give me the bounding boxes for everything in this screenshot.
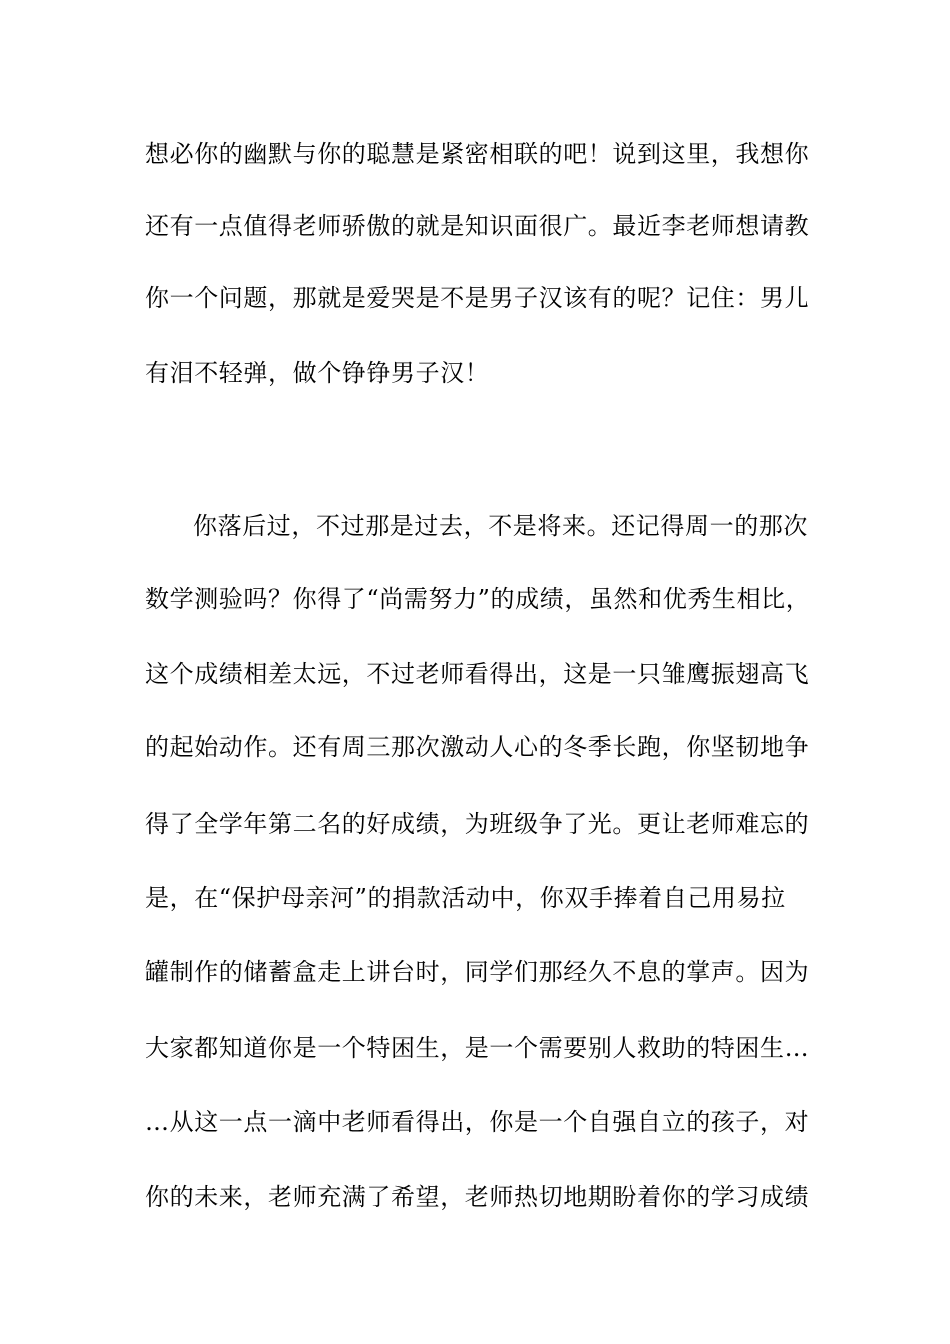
paragraph-2-line-5: 得了全学年第二名的好成绩，为班级争了光。更让老师难忘的 bbox=[145, 810, 810, 838]
paragraph-2-line-6: 是，在“保护母亲河”的捐款活动中，你双手捧着自己用易拉 bbox=[145, 884, 786, 912]
paragraph-2-line-2: 数学测验吗？你得了“尚需努力”的成绩，虽然和优秀生相比， bbox=[145, 585, 811, 613]
paragraph-2-line-1: 你落后过，不过那是过去，不是将来。还记得周一的那次 bbox=[193, 512, 808, 540]
paragraph-2-line-9: …从这一点一滴中老师看得出，你是一个自强自立的孩子，对 bbox=[145, 1108, 810, 1136]
paragraph-2-line-4: 的起始动作。还有周三那次激动人心的冬季长跑，你坚韧地争 bbox=[145, 733, 810, 761]
paragraph-2-line-10: 你的未来，老师充满了希望，老师热切地期盼着你的学习成绩 bbox=[145, 1183, 810, 1211]
paragraph-1-line-2: 还有一点值得老师骄傲的就是知识面很广。最近李老师想请教 bbox=[145, 212, 810, 240]
paragraph-2-line-3: 这个成绩相差太远，不过老师看得出，这是一只雏鹰振翅高飞 bbox=[145, 660, 810, 688]
paragraph-2-line-8: 大家都知道你是一个特困生，是一个需要别人救助的特困生… bbox=[145, 1034, 810, 1062]
paragraph-1-line-3: 你一个问题，那就是爱哭是不是男子汉该有的呢？记住：男儿 bbox=[145, 284, 810, 312]
paragraph-1-line-4: 有泪不轻弹，做个铮铮男子汉！ bbox=[145, 359, 490, 387]
paragraph-2-line-7: 罐制作的储蓄盒走上讲台时，同学们那经久不息的掌声。因为 bbox=[145, 958, 810, 986]
paragraph-1-line-1: 想必你的幽默与你的聪慧是紧密相联的吧！说到这里，我想你 bbox=[145, 140, 810, 168]
